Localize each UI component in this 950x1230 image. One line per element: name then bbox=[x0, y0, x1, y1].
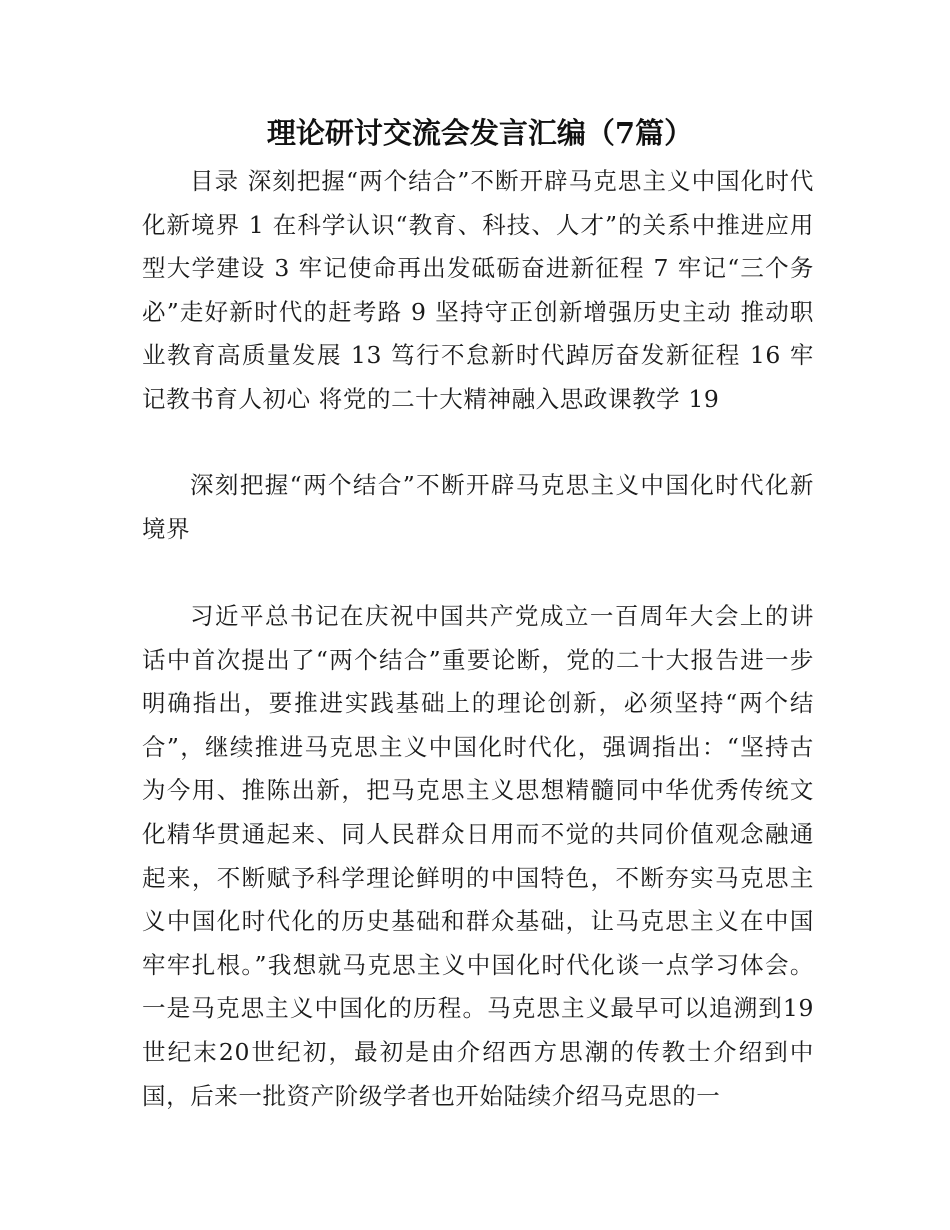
body-paragraph: 习近平总书记在庆祝中国共产党成立一百周年大会上的讲话中首次提出了“两个结合”重要论断，党的二十大报告进一步明确指出，要推进实践基础上的理论创新，必须坚持“两个结合”，继续推进马克思主义中国化时代化，强调指出：“坚持古为今用、推陈出新，把马克思主义思想精髓同中华优秀传统文化精华贯通起来、同人民群众日用而不觉的共同价值观念融通起来，不断赋予科学理论鲜明的中国特色，不断夯实马克思主义中国化时代化的历史基础和群众基础，让马克思主义在中国牢牢扎根。”我想就马克思主义中国化时代化谈一点学习体会。一是马克思主义中国化的历程。马克思主义最早可以追溯到19世纪末20世纪初，最初是由介绍西方思潮的传教士介绍到中国，后来一批资产阶级学者也开始陆续介绍马克思的一 bbox=[142, 602, 814, 1110]
table-of-contents: 目录 深刻把握“两个结合”不断开辟马克思主义中国化时代化新境界 1 在科学认识“教育、科技、人才”的关系中推进应用型大学建设 3 牢记使命再出发砥砺奋进新征程 7 牢记“三个务必”走好新时代的赶考路 9 坚持守正创新增强历史主动 推动职业教育高质量发展 13 笃行不怠新时代踔厉奋发新征程 16 牢记教书育人初心 将党的二十大精神融入思政课教学 19 bbox=[142, 167, 814, 413]
section-heading: 深刻把握“两个结合”不断开辟马克思主义中国化时代化新境界 bbox=[142, 471, 814, 543]
document-title: 理论研讨交流会发言汇编（7篇） bbox=[266, 116, 694, 150]
